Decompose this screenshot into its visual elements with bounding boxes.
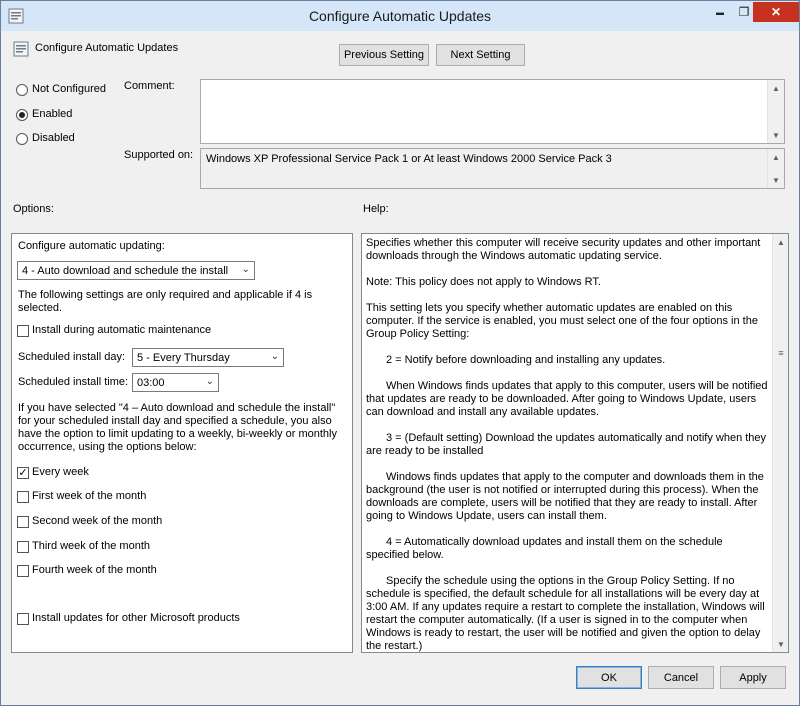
configure-updating-value: 4 - Auto download and schedule the install bbox=[22, 264, 229, 277]
other-products-checkbox[interactable] bbox=[17, 613, 29, 625]
close-button[interactable] bbox=[753, 2, 799, 22]
options-panel bbox=[11, 233, 353, 653]
help-paragraph: This setting lets you specify whether automatic updates are enabled on this computer. If the service is enabled, you must select one of the four options in the Group Policy Setting: bbox=[366, 302, 758, 340]
install-maintenance-label[interactable]: Install during automatic maintenance bbox=[32, 324, 212, 336]
chevron-down-icon: ⌄ bbox=[205, 376, 214, 387]
scroll-grip-icon[interactable]: ≡ bbox=[778, 348, 784, 358]
install-time-select[interactable] bbox=[132, 373, 219, 392]
maximize-icon: ❐ bbox=[738, 5, 750, 19]
previous-setting-button[interactable]: Previous Setting bbox=[339, 44, 429, 66]
not-configured-radio[interactable] bbox=[16, 84, 28, 96]
scroll-down-icon[interactable]: ▼ bbox=[772, 175, 780, 185]
second-week-label[interactable]: Second week of the month bbox=[32, 515, 163, 527]
other-products-label[interactable]: Install updates for other Microsoft products bbox=[32, 612, 240, 624]
chevron-down-icon: ⌄ bbox=[270, 351, 279, 362]
minimize-button[interactable] bbox=[707, 2, 733, 22]
help-paragraph: 2 = Notify before downloading and installing any updates. bbox=[386, 354, 666, 366]
help-text bbox=[366, 237, 768, 653]
second-week-checkbox[interactable] bbox=[17, 516, 29, 528]
close-icon: ✕ bbox=[770, 5, 782, 19]
apply-button[interactable]: Apply bbox=[720, 666, 786, 689]
minimize-icon: ▬ bbox=[716, 7, 724, 17]
help-paragraph: When Windows finds updates that apply to this computer, users will be notified that updates are ready to be downloaded. After going to Windows Update, users can download and install any available updates. bbox=[366, 380, 768, 418]
cancel-button[interactable]: Cancel bbox=[648, 666, 714, 689]
title-bar[interactable] bbox=[1, 1, 799, 31]
chevron-down-icon: ⌄ bbox=[241, 264, 250, 275]
help-paragraph: 4 = Automatically download updates and install them on the schedule specified below. bbox=[366, 536, 723, 561]
third-week-label[interactable]: Third week of the month bbox=[32, 540, 151, 552]
help-heading: Help: bbox=[363, 203, 389, 215]
next-setting-button[interactable]: Next Setting bbox=[436, 44, 525, 66]
supported-value: Windows XP Professional Service Pack 1 or At least Windows 2000 Service Pack 3 bbox=[206, 153, 612, 165]
enabled-radio[interactable] bbox=[16, 109, 28, 121]
supported-label: Supported on: bbox=[124, 149, 194, 161]
disabled-label[interactable]: Disabled bbox=[32, 132, 75, 144]
help-paragraph: Note: This policy does not apply to Windows RT. bbox=[366, 276, 601, 288]
install-day-value: 5 - Every Thursday bbox=[137, 351, 230, 364]
configure-updating-select[interactable] bbox=[17, 261, 255, 280]
every-week-checkbox[interactable]: ✓ bbox=[18, 467, 28, 479]
first-week-label[interactable]: First week of the month bbox=[32, 490, 147, 502]
scroll-up-icon[interactable]: ▲ bbox=[772, 83, 780, 93]
help-paragraph: Windows finds updates that apply to the computer and downloads them in the background (the user is not notified or interrupted during this process). When the downloads are complete, users will be notified that they are ready to install. After going to Windows Update, users can install them. bbox=[366, 471, 764, 522]
scroll-up-icon[interactable]: ▲ bbox=[777, 237, 785, 247]
options-heading: Options: bbox=[13, 203, 54, 215]
comment-label: Comment: bbox=[124, 80, 175, 92]
help-paragraph: 3 = (Default setting) Download the updates automatically and notify when they are ready to be installed bbox=[366, 432, 767, 457]
install-day-select[interactable] bbox=[132, 348, 284, 367]
fourth-week-label[interactable]: Fourth week of the month bbox=[32, 564, 157, 576]
schedule-explanation: If you have selected "4 – Auto download and schedule the install" for your scheduled install day and specified a schedule, you also have the option to limit updating to a weekly, bi-weekly or monthly occurrence, using the options below: bbox=[18, 402, 337, 453]
supported-scrollbar[interactable] bbox=[767, 149, 784, 188]
enabled-label[interactable]: Enabled bbox=[32, 108, 73, 120]
help-panel[interactable] bbox=[361, 233, 789, 653]
window-title: Configure Automatic Updates bbox=[308, 8, 492, 24]
install-maintenance-checkbox[interactable] bbox=[17, 325, 29, 337]
comment-value bbox=[201, 80, 784, 86]
configure-updating-label: Configure automatic updating: bbox=[18, 240, 165, 252]
scroll-down-icon[interactable]: ▼ bbox=[772, 130, 780, 140]
install-time-label: Scheduled install time: bbox=[18, 376, 129, 388]
help-paragraph: Specify the schedule using the options in the Group Policy Setting. If no schedule is specified, the default schedule for all installations will be every day at 3:00 AM. If any updates require a restart to complete the installation, Windows will restart the computer automatically. (If a user is signed in to the computer when Windows is ready to restart, the user will be notified and given the option to delay the restart.) bbox=[366, 575, 765, 652]
fourth-week-checkbox[interactable] bbox=[17, 565, 29, 577]
every-week-label[interactable]: Every week bbox=[32, 466, 89, 478]
supported-field bbox=[200, 148, 785, 189]
disabled-radio[interactable] bbox=[16, 133, 28, 145]
install-time-value: 03:00 bbox=[137, 376, 165, 389]
comment-scrollbar[interactable] bbox=[767, 80, 784, 143]
ok-button[interactable]: OK bbox=[576, 666, 642, 689]
help-paragraph: Specifies whether this computer will receive security updates and other important downloads through the Windows automatic updating service. bbox=[366, 237, 761, 262]
not-configured-label[interactable]: Not Configured bbox=[32, 83, 106, 95]
policy-setting-icon bbox=[13, 41, 29, 57]
applicability-note: The following settings are only required and applicable if 4 is selected. bbox=[18, 289, 313, 314]
third-week-checkbox[interactable] bbox=[17, 541, 29, 553]
scroll-down-icon[interactable]: ▼ bbox=[777, 639, 785, 649]
first-week-checkbox[interactable] bbox=[17, 491, 29, 503]
help-scrollbar[interactable] bbox=[772, 234, 788, 652]
comment-field[interactable] bbox=[200, 79, 785, 144]
scroll-up-icon[interactable]: ▲ bbox=[772, 152, 780, 162]
install-day-label: Scheduled install day: bbox=[18, 351, 126, 363]
policy-name: Configure Automatic Updates bbox=[35, 42, 179, 54]
